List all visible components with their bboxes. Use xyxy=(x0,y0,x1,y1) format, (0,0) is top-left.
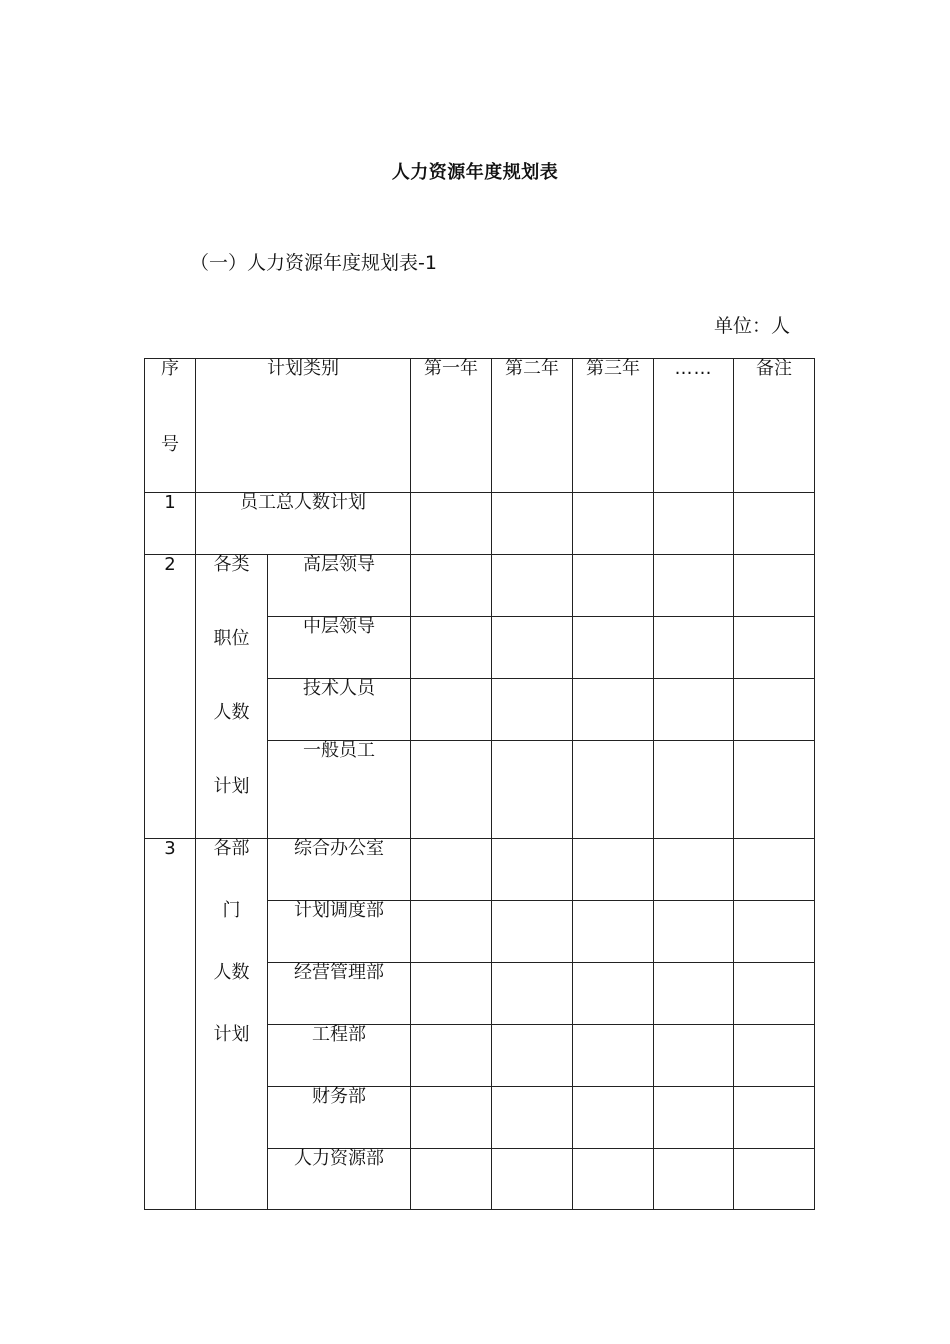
data-cell[interactable] xyxy=(573,741,654,839)
header-year1: 第一年 xyxy=(411,359,492,493)
group2-category xyxy=(196,555,268,839)
header-remark: 备注 xyxy=(734,359,815,493)
group2-seq: 2 xyxy=(145,555,196,839)
group2-category-line: 计划 xyxy=(213,776,250,797)
header-year3: 第三年 xyxy=(573,359,654,493)
group3-category xyxy=(196,839,268,1210)
row1-remark-cell[interactable] xyxy=(734,493,815,555)
group2-item: 中层领导 xyxy=(268,617,411,679)
group3-item: 经营管理部 xyxy=(268,963,411,1025)
hr-plan-table xyxy=(144,358,815,1210)
data-cell[interactable] xyxy=(654,1149,734,1210)
table-row xyxy=(145,839,815,901)
data-cell[interactable] xyxy=(734,679,815,741)
header-year2: 第二年 xyxy=(492,359,573,493)
group3-category-line: 计划 xyxy=(213,1024,250,1045)
row1-year3-cell[interactable] xyxy=(573,493,654,555)
data-cell[interactable] xyxy=(573,963,654,1025)
data-cell[interactable] xyxy=(492,555,573,617)
group2-item: 技术人员 xyxy=(268,679,411,741)
data-cell[interactable] xyxy=(573,555,654,617)
data-cell[interactable] xyxy=(573,839,654,901)
header-more: …… xyxy=(654,359,734,493)
data-cell[interactable] xyxy=(734,1025,815,1087)
group2-category-line: 人数 xyxy=(213,702,250,723)
group3-item: 工程部 xyxy=(268,1025,411,1087)
group3-category-line: 门 xyxy=(222,900,241,921)
data-cell[interactable] xyxy=(654,901,734,963)
header-row xyxy=(145,359,815,493)
row1-label: 员工总人数计划 xyxy=(196,493,411,555)
header-seq-line1: 序 xyxy=(161,358,179,379)
data-cell[interactable] xyxy=(411,741,492,839)
data-cell[interactable] xyxy=(734,1087,815,1149)
data-cell[interactable] xyxy=(573,1149,654,1210)
data-cell[interactable] xyxy=(573,901,654,963)
unit-label: 单位：人 xyxy=(714,315,791,337)
data-cell[interactable] xyxy=(573,679,654,741)
data-cell[interactable] xyxy=(734,617,815,679)
group3-seq: 3 xyxy=(145,839,196,1210)
group3-item: 计划调度部 xyxy=(268,901,411,963)
data-cell[interactable] xyxy=(654,617,734,679)
data-cell[interactable] xyxy=(492,1025,573,1087)
data-cell[interactable] xyxy=(654,839,734,901)
table-row xyxy=(145,555,815,617)
data-cell[interactable] xyxy=(411,555,492,617)
table-row-total xyxy=(145,493,815,555)
data-cell[interactable] xyxy=(411,679,492,741)
data-cell[interactable] xyxy=(411,1087,492,1149)
data-cell[interactable] xyxy=(492,1087,573,1149)
group2-item: 一般员工 xyxy=(268,741,411,839)
row1-seq: 1 xyxy=(145,493,196,555)
data-cell[interactable] xyxy=(734,741,815,839)
data-cell[interactable] xyxy=(573,617,654,679)
group3-category-line: 人数 xyxy=(213,962,250,983)
data-cell[interactable] xyxy=(654,1087,734,1149)
data-cell[interactable] xyxy=(654,1025,734,1087)
data-cell[interactable] xyxy=(573,1087,654,1149)
data-cell[interactable] xyxy=(734,963,815,1025)
header-seq-line2: 号 xyxy=(161,434,179,455)
data-cell[interactable] xyxy=(411,839,492,901)
data-cell[interactable] xyxy=(734,839,815,901)
data-cell[interactable] xyxy=(654,963,734,1025)
data-cell[interactable] xyxy=(654,679,734,741)
data-cell[interactable] xyxy=(492,617,573,679)
group3-item: 综合办公室 xyxy=(268,839,411,901)
group3-item: 财务部 xyxy=(268,1087,411,1149)
row1-more-cell[interactable] xyxy=(654,493,734,555)
row1-year1-cell[interactable] xyxy=(411,493,492,555)
header-category: 计划类别 xyxy=(196,359,411,493)
data-cell[interactable] xyxy=(411,1149,492,1210)
data-cell[interactable] xyxy=(734,901,815,963)
group2-item: 高层领导 xyxy=(268,555,411,617)
group2-category-line: 各类 xyxy=(213,554,250,575)
data-cell[interactable] xyxy=(492,1149,573,1210)
data-cell[interactable] xyxy=(492,741,573,839)
data-cell[interactable] xyxy=(492,679,573,741)
table-subtitle: （一）人力资源年度规划表-1 xyxy=(190,252,437,274)
document-title: 人力资源年度规划表 xyxy=(391,162,559,183)
data-cell[interactable] xyxy=(654,741,734,839)
data-cell[interactable] xyxy=(734,555,815,617)
data-cell[interactable] xyxy=(492,963,573,1025)
header-seq xyxy=(145,359,196,493)
data-cell[interactable] xyxy=(411,617,492,679)
data-cell[interactable] xyxy=(492,901,573,963)
group3-category-line: 各部 xyxy=(213,838,250,859)
data-cell[interactable] xyxy=(573,1025,654,1087)
data-cell[interactable] xyxy=(654,555,734,617)
group2-category-line: 职位 xyxy=(213,628,250,649)
group3-item: 人力资源部 xyxy=(268,1149,411,1210)
data-cell[interactable] xyxy=(734,1149,815,1210)
data-cell[interactable] xyxy=(411,901,492,963)
data-cell[interactable] xyxy=(411,963,492,1025)
data-cell[interactable] xyxy=(411,1025,492,1087)
data-cell[interactable] xyxy=(492,839,573,901)
row1-year2-cell[interactable] xyxy=(492,493,573,555)
